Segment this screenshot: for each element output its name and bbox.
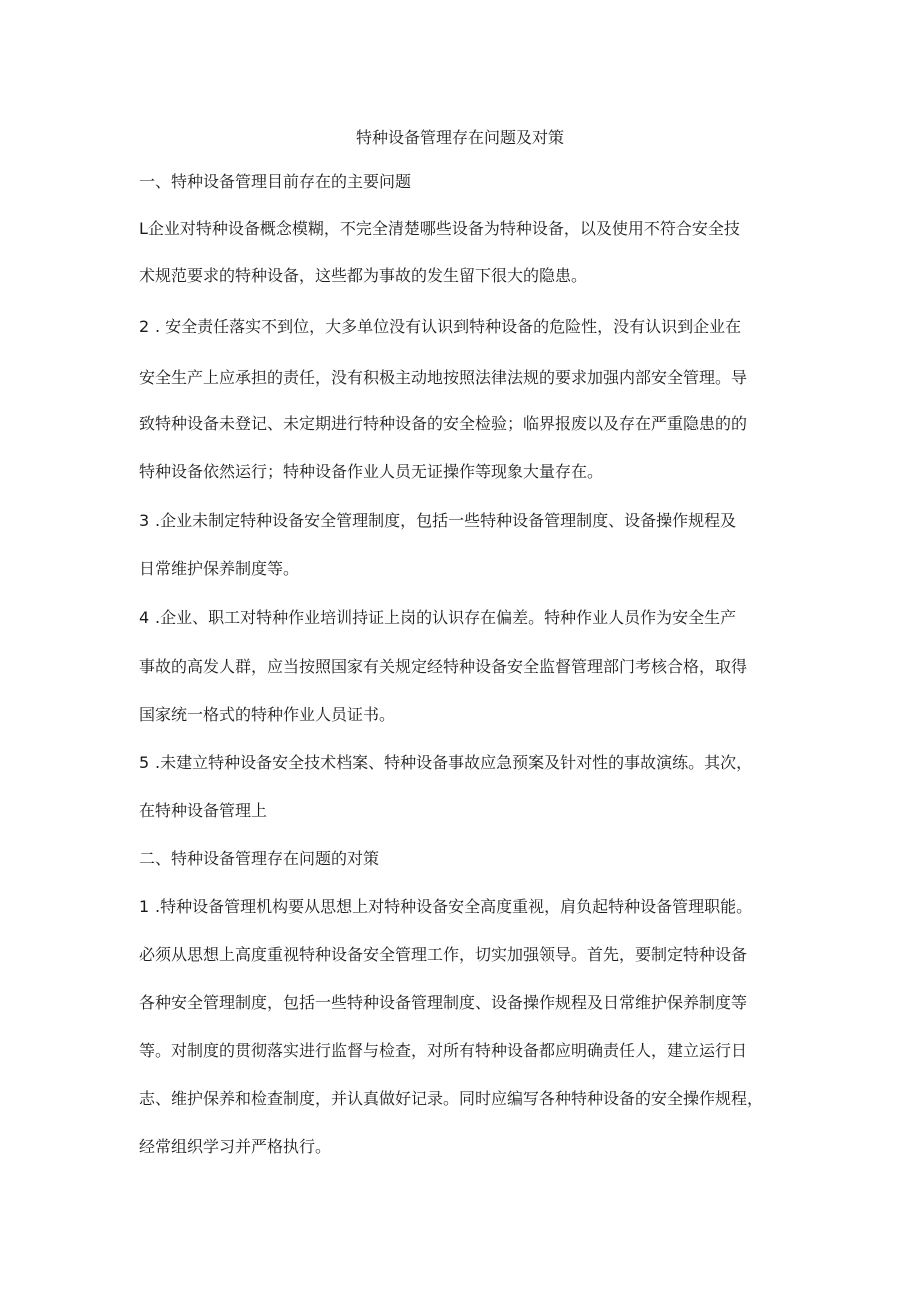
section1-heading: 一、特种设备管理目前存在的主要问题 <box>139 172 412 191</box>
s1-p3-line1-text: .企业未制定特种设备安全管理制度，包括一些特种设备管理制度、设备操作规程及 <box>155 511 737 530</box>
s1-p3-number: 3 <box>139 511 150 530</box>
s1-p5-line1 <box>139 753 752 773</box>
s1-p3-line1 <box>139 511 736 531</box>
s1-p3-line2: 日常维护保养制度等。 <box>139 559 300 578</box>
s2-p1-line1 <box>139 897 752 917</box>
s1-p2-line4: 特种设备依然运行；特种设备作业人员无证操作等现象大量存在。 <box>139 462 604 481</box>
s1-p4-line1-text: .企业、职工对特种作业培训持证上岗的认识存在偏差。特种作业人员作为安全生产 <box>155 608 737 627</box>
s1-p2-line1-text: . 安全责任落实不到位，大多单位没有认识到特种设备的危险性，没有认识到企业在 <box>155 317 742 336</box>
section2-heading: 二、特种设备管理存在问题的对策 <box>139 849 380 868</box>
s1-p2-number: 2 <box>139 317 150 336</box>
s1-p4-number: 4 <box>139 608 150 627</box>
s2-p1-number: 1 <box>139 897 150 916</box>
s2-p1-line2: 必须从思想上高度重视特种设备安全管理工作，切实加强领导。首先，要制定特种设备 <box>139 945 748 964</box>
s1-p5-number: 5 <box>139 753 150 772</box>
s1-p4-line2: 事故的高发人群，应当按照国家有关规定经特种设备安全监督管理部门考核合格，取得 <box>139 657 748 676</box>
s1-p5-line1-text: .未建立特种设备安全技术档案、特种设备事故应急预案及针对性的事故演练。其次， <box>155 753 753 772</box>
s1-p4-line1 <box>139 608 736 628</box>
s1-p2-line2: 安全生产上应承担的责任，没有积极主动地按照法律法规的要求加强内部安全管理。导 <box>139 368 748 387</box>
s2-p1-line6: 经常组织学习并严格执行。 <box>139 1137 332 1156</box>
s1-p1-line2: 术规范要求的特种设备，这些都为事故的发生留下很大的隐患。 <box>139 266 588 285</box>
s2-p1-line5: 志、维护保养和检查制度，并认真做好记录。同时应编写各种特种设备的安全操作规程， <box>139 1089 764 1108</box>
s1-p5-line2: 在特种设备管理上 <box>139 801 268 820</box>
s1-p2-line3: 致特种设备未登记、未定期进行特种设备的安全检验；临界报废以及存在严重隐患的的 <box>139 414 748 433</box>
s1-p2-line1 <box>139 317 741 337</box>
s2-p1-line1-text: .特种设备管理机构要从思想上对特种设备安全高度重视，肩负起特种设备管理职能。 <box>155 897 753 916</box>
s2-p1-line4: 等。对制度的贯彻落实进行监督与检查，对所有特种设备都应明确责任人，建立运行日 <box>139 1041 748 1060</box>
document-title: 特种设备管理存在问题及对策 <box>355 128 564 147</box>
s2-p1-line3: 各种安全管理制度，包括一些特种设备管理制度、设备操作规程及日常维护保养制度等 <box>139 993 748 1012</box>
s1-p1-line1: L企业对特种设备概念模糊，不完全清楚哪些设备为特种设备，以及使用不符合安全技 <box>139 219 740 238</box>
s1-p4-line3: 国家统一格式的特种作业人员证书。 <box>139 705 396 724</box>
